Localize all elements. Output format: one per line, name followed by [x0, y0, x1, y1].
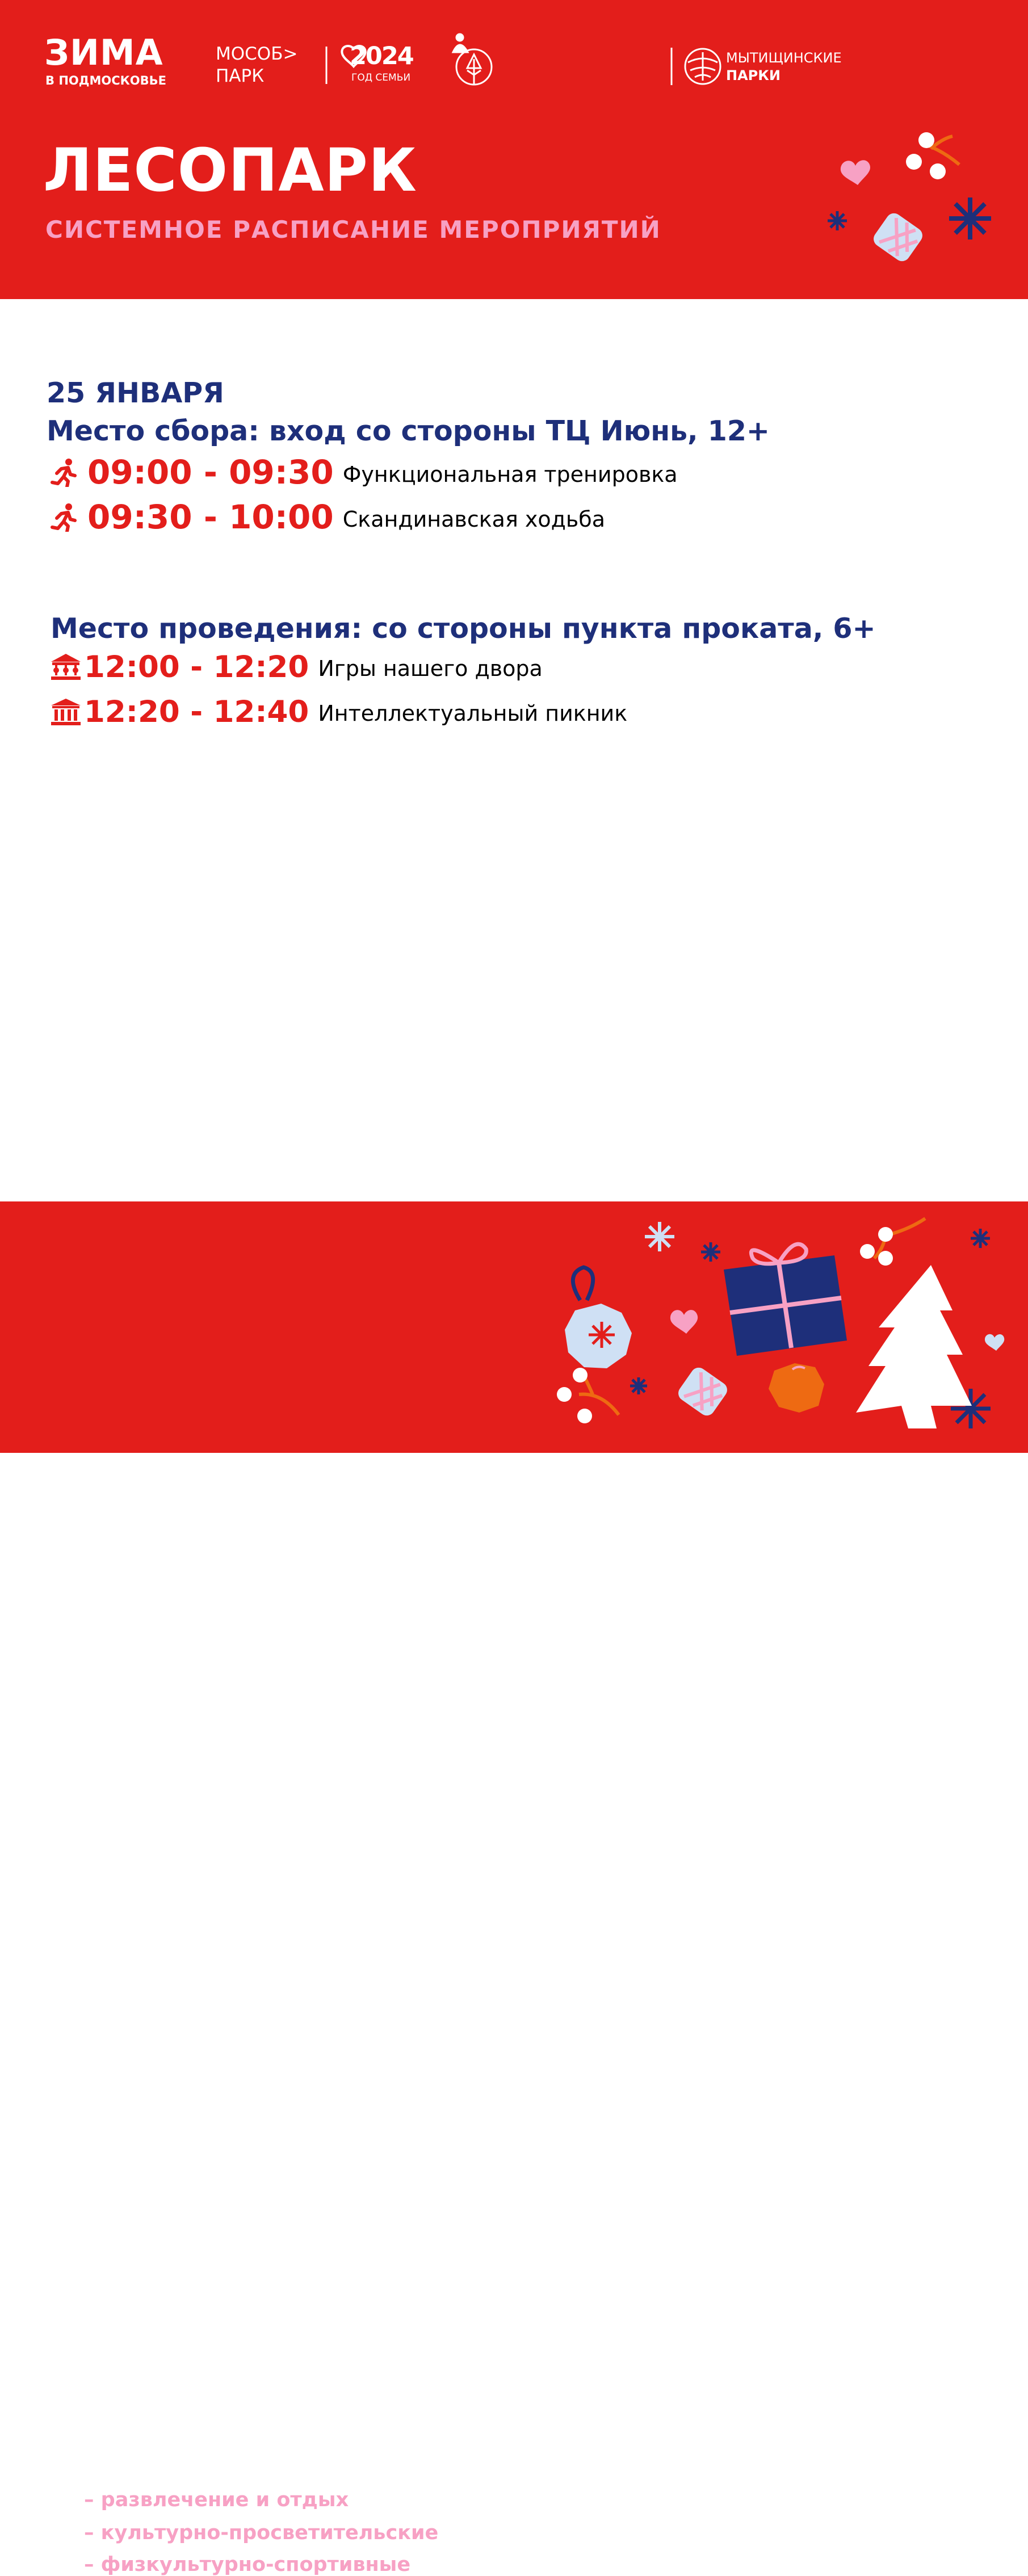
event-time: 12:20 - 12:40: [84, 694, 309, 729]
snowflake-navy-icon: [971, 1229, 990, 1248]
event-name: Функциональная тренировка: [342, 462, 678, 487]
footer-banner: [0, 1201, 1028, 2576]
snowflake-navy-icon: [630, 1377, 647, 1394]
schedule-row: [50, 650, 543, 684]
place-heading-1: Место сбора: вход со стороны ТЦ Июнь, 12+: [47, 415, 770, 447]
legend-text: – развлечение и отдых: [84, 2488, 349, 2511]
place-heading-2: Место проведения: со стороны пункта проката, 6+: [51, 612, 876, 645]
parks-logo-line2: ПАРКИ: [726, 68, 781, 83]
legend-item: [45, 2553, 410, 2576]
zima-logo-subtitle: В ПОДМОСКОВЬЕ: [45, 74, 166, 87]
event-time: 09:30 - 10:00: [87, 498, 334, 536]
legend-text: – физкультурно-спортивные: [84, 2553, 411, 2576]
year-logo-caption: ГОД СЕМЬИ: [351, 72, 411, 83]
header-banner: [0, 0, 1028, 299]
running-person-icon: [50, 457, 79, 487]
museum-icon: [45, 2522, 72, 2544]
parks-logo-line1: МЫТИЩИНСКИЕ: [726, 50, 842, 66]
carousel-icon: [45, 2489, 72, 2511]
schedule-row: [50, 695, 627, 729]
mosobl-park-logo-line2: ПАРК: [216, 66, 265, 86]
schedule-date: 25 ЯНВАРЯ: [47, 377, 224, 409]
page-title: ЛЕСОПАРК: [43, 136, 417, 205]
running-person-icon: [50, 502, 79, 532]
legend-item: [45, 2522, 438, 2544]
snowflake-small-icon: [828, 211, 847, 230]
event-name: Скандинавская ходьба: [342, 507, 606, 532]
event-time: 09:00 - 09:30: [87, 453, 334, 491]
event-name: Игры нашего двора: [318, 656, 543, 681]
zima-logo-title: ЗИМА: [44, 32, 163, 73]
page-subtitle: СИСТЕМНОЕ РАСПИСАНИЕ МЕРОПРИЯТИЙ: [45, 216, 661, 243]
carousel-icon: [50, 653, 82, 681]
museum-icon: [50, 697, 82, 726]
running-person-icon: [45, 2553, 72, 2576]
footer-decorations: [0, 1201, 1028, 1453]
event-name: Интеллектуальный пикник: [318, 701, 628, 726]
schedule-row: [50, 497, 605, 537]
schedule-row: [50, 452, 678, 492]
year-logo-number: 2024: [350, 42, 413, 70]
snowflake-large-icon: [949, 197, 991, 239]
snowflake-navy-icon: [701, 1242, 720, 1262]
legend-item: [45, 2489, 349, 2511]
legend-text: – культурно-просветительские: [84, 2521, 439, 2544]
event-time: 12:00 - 12:20: [84, 649, 309, 684]
mosobl-park-logo-line1: МОСОБ>: [216, 44, 298, 64]
